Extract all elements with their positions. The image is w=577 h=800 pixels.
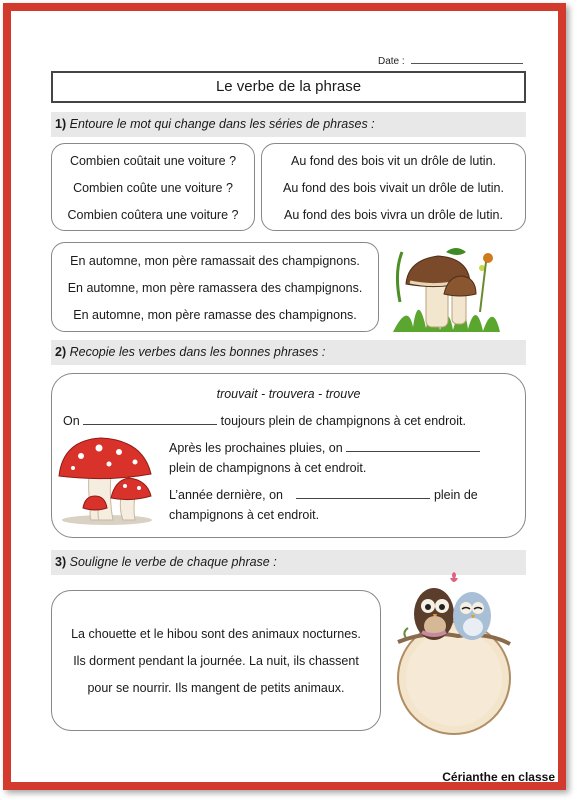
text-line: La chouette et le hibou sont des animaux nocturnes. <box>71 627 361 641</box>
section-2-instruction: Recopie les verbes dans les bonnes phrases : <box>69 345 326 359</box>
sentence: En automne, mon père ramassait des champignons. <box>70 254 360 268</box>
date-field <box>378 54 523 67</box>
sentence: En automne, mon père ramassera des champignons. <box>67 281 363 295</box>
fill-sentence-3-cont: champignons à cet endroit. <box>169 508 320 522</box>
series-box-1 <box>51 143 255 231</box>
series-box-2 <box>261 143 526 231</box>
date-label: Date : <box>378 56 405 67</box>
red-mushrooms-illustration <box>57 434 162 526</box>
section-2-header <box>51 340 526 365</box>
answer-blank[interactable] <box>83 414 217 425</box>
owls-illustration <box>388 572 518 737</box>
fill-sentence-2-cont: plein de champignons à cet endroit. <box>169 461 367 475</box>
underline-box <box>51 590 381 731</box>
series-box-3 <box>51 242 379 332</box>
section-2-number: 2) <box>55 345 67 359</box>
sentence: Au fond des bois vivra un drôle de lutin. <box>284 208 503 222</box>
verb-options: trouvait - trouvera - trouve <box>216 387 361 401</box>
text-line: Ils dorment pendant la journée. La nuit, ils chassent <box>73 654 359 668</box>
mushrooms-grass-illustration <box>388 232 508 337</box>
sentence: En automne, mon père ramasse des champignons. <box>73 308 357 322</box>
section-1-instruction: Entoure le mot qui change dans les séries de phrases : <box>69 117 375 131</box>
sentence: Combien coûtait une voiture ? <box>69 154 237 168</box>
section-3-instruction: Souligne le verbe de chaque phrase : <box>69 555 277 569</box>
section-3-number: 3) <box>55 555 67 569</box>
fill-sentence-1: On toujours plein de champignons à cet endroit. <box>63 414 466 428</box>
fill-sentence-3: L’année dernière, on plein de <box>169 488 478 502</box>
section-1-number: 1) <box>55 117 67 131</box>
text-line: pour se nourrir. Ils mangent de petits animaux. <box>87 681 345 695</box>
fill-sentence-2: Après les prochaines pluies, on <box>169 441 480 455</box>
date-line[interactable] <box>411 54 523 64</box>
sentence: Combien coûte une voiture ? <box>73 181 233 195</box>
answer-blank[interactable] <box>346 441 480 452</box>
credit-text: Cérianthe en classe <box>442 770 555 784</box>
sentence: Combien coûtera une voiture ? <box>67 208 239 222</box>
section-1-header <box>51 112 526 137</box>
answer-blank[interactable] <box>296 488 430 499</box>
page-title: Le verbe de la phrase <box>51 71 526 103</box>
sentence: Au fond des bois vivait un drôle de lutin. <box>283 181 504 195</box>
sentence: Au fond des bois vit un drôle de lutin. <box>291 154 496 168</box>
